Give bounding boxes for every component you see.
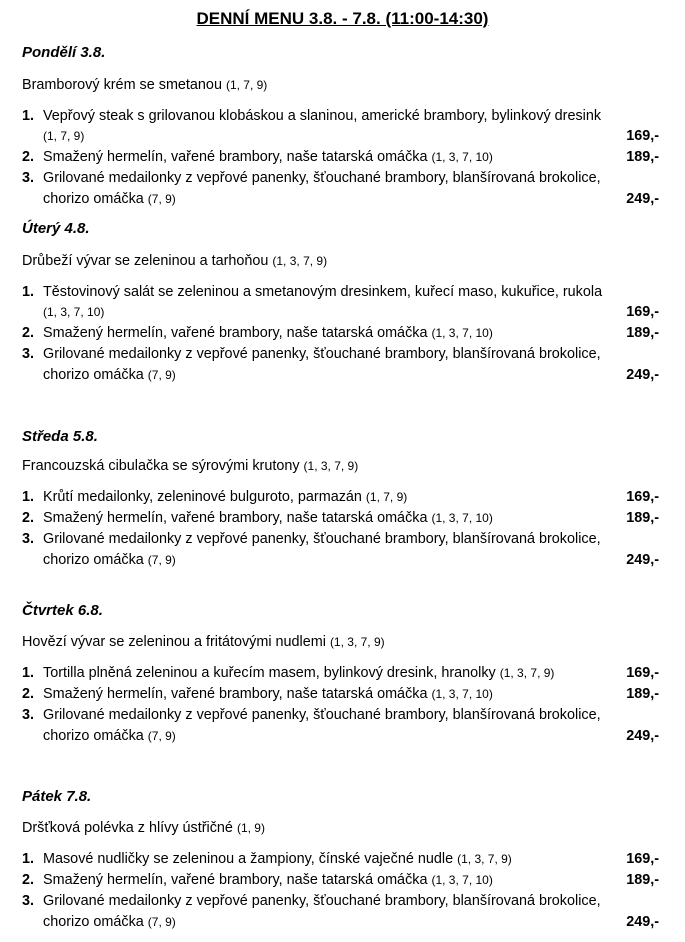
item-text: Tortilla plněná zeleninou a kuřecím masem, bylinkový dresink, hranolky (43, 665, 496, 681)
item-name (43, 489, 407, 505)
item-number: 1. (22, 851, 35, 867)
soup-line (22, 634, 385, 650)
item-name (43, 510, 493, 526)
item-number: 2. (22, 872, 35, 888)
item-price: 249,- (626, 367, 659, 383)
item-number: 3. (22, 531, 35, 547)
day-heading: Čtvrtek 6.8. (22, 602, 103, 619)
soup-allergens: (1, 9) (236, 821, 265, 835)
item-allergens: (1, 3, 7, 10) (431, 687, 493, 701)
item-price: 189,- (626, 325, 659, 341)
item-name (43, 707, 601, 723)
item-text: Grilované medailonky z vepřové panenky, šťouchané brambory, blanšírovaná brokolice, (43, 707, 601, 723)
item-number: 1. (22, 108, 35, 124)
item-number: 2. (22, 149, 35, 165)
item-name (43, 284, 602, 300)
item-name (43, 893, 601, 909)
item-price: 189,- (626, 686, 659, 702)
item-number: 3. (22, 893, 35, 909)
item-allergens: (1, 3, 7, 9) (499, 666, 555, 680)
item-name (43, 872, 493, 888)
item-allergens: (1, 7, 9) (43, 129, 85, 143)
item-number: 2. (22, 686, 35, 702)
item-name (43, 665, 554, 681)
item-allergens: (1, 3, 7, 10) (431, 326, 493, 340)
item-allergens: (1, 3, 7, 10) (431, 150, 493, 164)
item-text: Smažený hermelín, vařené brambory, naše tatarská omáčka (43, 325, 428, 341)
item-text: Smažený hermelín, vařené brambory, naše tatarská omáčka (43, 149, 428, 165)
soup-allergens: (1, 3, 7, 9) (272, 254, 328, 268)
item-number: 1. (22, 284, 35, 300)
item-text: Grilované medailonky z vepřové panenky, šťouchané brambory, blanšírovaná brokolice, (43, 531, 601, 547)
item-number: 2. (22, 325, 35, 341)
item-price: 169,- (626, 665, 659, 681)
soup-name: Francouzská cibulačka se sýrovými krutony (22, 458, 300, 474)
soup-name: Bramborový krém se smetanou (22, 77, 222, 93)
item-allergens: (1, 3, 7, 10) (431, 873, 493, 887)
menu-title: DENNÍ MENU 3.8. - 7.8. (11:00-14:30) (196, 9, 489, 28)
item-allergens: (7, 9) (147, 553, 176, 567)
item-allergens: (1, 3, 7, 10) (43, 305, 105, 319)
item-price: 249,- (626, 728, 659, 744)
item-name (43, 686, 493, 702)
item-number: 3. (22, 170, 35, 186)
item-name (43, 170, 601, 186)
soup-allergens: (1, 3, 7, 9) (329, 635, 385, 649)
item-name-continued (43, 304, 104, 320)
item-name-continued (43, 552, 176, 568)
item-name (43, 108, 601, 124)
item-name (43, 851, 512, 867)
item-number: 3. (22, 707, 35, 723)
day-heading: Úterý 4.8. (22, 220, 90, 237)
item-text: Grilované medailonky z vepřové panenky, šťouchané brambory, blanšírovaná brokolice, (43, 893, 601, 909)
item-number: 3. (22, 346, 35, 362)
item-allergens: (1, 3, 7, 10) (431, 511, 493, 525)
item-price: 249,- (626, 914, 659, 930)
item-price: 169,- (626, 304, 659, 320)
soup-name: Dršťková polévka z hlívy ústřičné (22, 820, 233, 836)
item-price: 189,- (626, 510, 659, 526)
item-price: 169,- (626, 489, 659, 505)
soup-line (22, 77, 267, 93)
item-text: chorizo omáčka (43, 191, 144, 207)
item-text: Vepřový steak s grilovanou klobáskou a slaninou, americké brambory, bylinkový dresink (43, 108, 602, 124)
item-allergens: (7, 9) (147, 729, 176, 743)
item-allergens: (7, 9) (147, 368, 176, 382)
item-text: Grilované medailonky z vepřové panenky, šťouchané brambory, blanšírovaná brokolice, (43, 346, 601, 362)
item-name-continued (43, 191, 176, 207)
item-name (43, 149, 493, 165)
soup-name: Hovězí vývar se zeleninou a fritátovými nudlemi (22, 634, 326, 650)
item-price: 249,- (626, 191, 659, 207)
item-price: 249,- (626, 552, 659, 568)
item-text: Grilované medailonky z vepřové panenky, šťouchané brambory, blanšírovaná brokolice, (43, 170, 601, 186)
day-heading: Pátek 7.8. (22, 788, 92, 805)
item-text: Smažený hermelín, vařené brambory, naše tatarská omáčka (43, 510, 428, 526)
soup-line (22, 458, 358, 474)
item-number: 1. (22, 489, 35, 505)
item-allergens: (1, 3, 7, 9) (457, 852, 512, 866)
item-allergens: (7, 9) (147, 915, 176, 929)
item-number: 2. (22, 510, 35, 526)
item-name (43, 346, 601, 362)
item-text: chorizo omáčka (43, 914, 144, 930)
item-text: Těstovinový salát se zeleninou a smetanovým dresinkem, kuřecí maso, kukuřice, rukola (43, 284, 603, 300)
item-price: 189,- (626, 149, 659, 165)
day-heading: Pondělí 3.8. (22, 44, 106, 61)
soup-allergens: (1, 7, 9) (225, 78, 268, 92)
item-name (43, 531, 601, 547)
soup-line (22, 253, 327, 269)
item-price: 169,- (626, 128, 659, 144)
item-text: Masové nudličky se zeleninou a žampiony, čínské vaječné nudle (43, 851, 454, 867)
item-price: 169,- (626, 851, 659, 867)
item-name-continued (43, 914, 176, 930)
item-text: chorizo omáčka (43, 367, 144, 383)
soup-line (22, 820, 265, 836)
item-name (43, 325, 493, 341)
day-heading: Středa 5.8. (22, 428, 98, 445)
item-allergens: (1, 7, 9) (365, 490, 408, 504)
item-name-continued (43, 367, 176, 383)
item-price: 189,- (626, 872, 659, 888)
item-text: Smažený hermelín, vařené brambory, naše tatarská omáčka (43, 686, 428, 702)
soup-name: Drůbeží vývar se zeleninou a tarhoňou (22, 253, 269, 269)
item-text: Krůtí medailonky, zeleninové bulguroto, parmazán (43, 489, 362, 505)
item-number: 1. (22, 665, 35, 681)
item-text: Smažený hermelín, vařené brambory, naše tatarská omáčka (43, 872, 428, 888)
item-text: chorizo omáčka (43, 728, 144, 744)
item-name-continued (43, 128, 84, 144)
item-name-continued (43, 728, 176, 744)
item-allergens: (7, 9) (147, 192, 176, 206)
soup-allergens: (1, 3, 7, 9) (303, 459, 359, 473)
item-text: chorizo omáčka (43, 552, 144, 568)
